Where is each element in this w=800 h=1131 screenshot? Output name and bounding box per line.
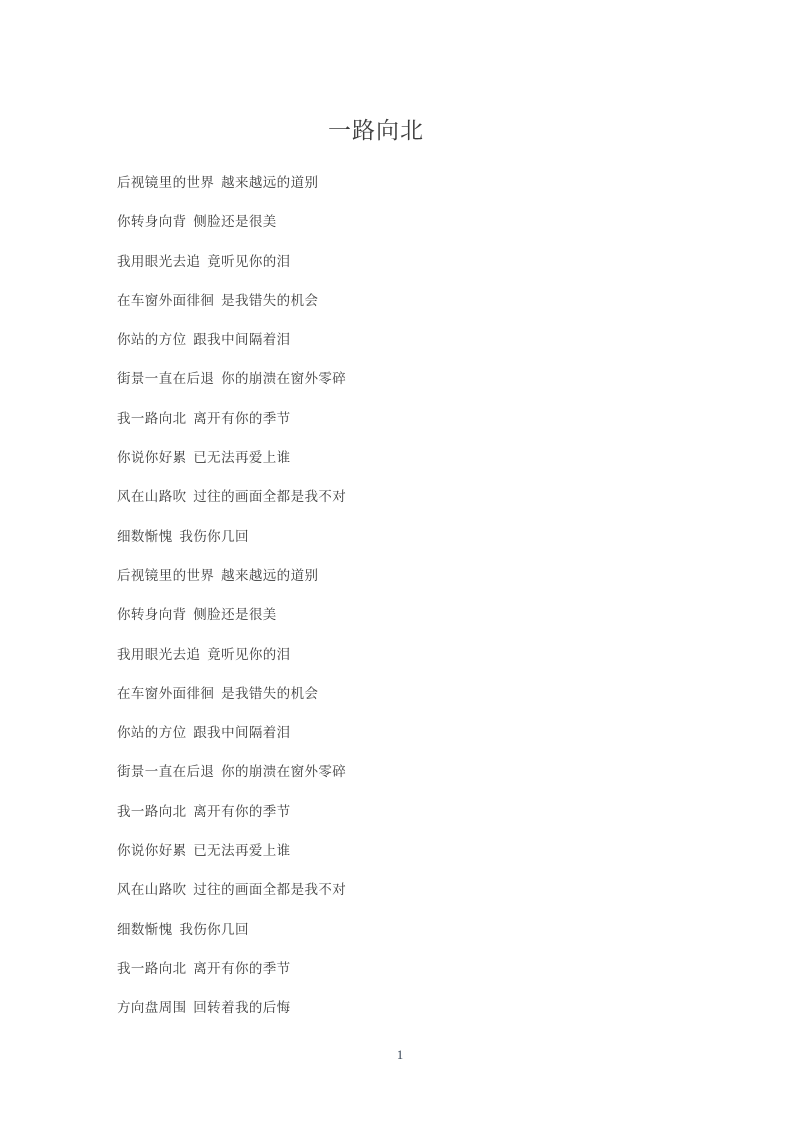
lyric-line: 在车窗外面徘徊 是我错失的机会 [117,685,319,701]
lyric-line: 细数惭愧 我伤你几回 [117,528,249,544]
lyric-line: 街景一直在后退 你的崩溃在窗外零碎 [117,371,347,387]
lyric-line: 风在山路吹 过往的画面全都是我不对 [117,489,347,505]
lyric-line: 我用眼光去追 竟听见你的泪 [117,646,291,662]
lyric-line: 你转身向背 侧脸还是很美 [117,607,277,623]
lyric-line: 后视镜里的世界 越来越远的道别 [117,567,319,583]
lyric-line: 方向盘周围 回转着我的后悔 [117,1000,291,1016]
lyric-line: 后视镜里的世界 越来越远的道别 [117,175,319,190]
lyric-line: 你说你好累 已无法再爱上谁 [117,843,291,859]
lyric-line: 我一路向北 离开有你的季节 [117,960,291,976]
lyric-line: 在车窗外面徘徊 是我错失的机会 [117,292,319,308]
lyrics-body [117,174,677,1039]
page-footer [0,1046,800,1064]
page-title: 一路向北 [328,118,424,143]
lyric-line: 街景一直在后退 你的崩溃在窗外零碎 [117,764,347,780]
lyric-line: 你说你好累 已无法再爱上谁 [117,450,291,466]
lyric-line: 你转身向背 侧脸还是很美 [117,214,277,230]
page-number: 1 [396,1048,404,1062]
lyric-line: 你站的方位 跟我中间隔着泪 [117,725,291,741]
lyric-line: 我一路向北 离开有你的季节 [117,410,291,426]
lyric-line: 风在山路吹 过往的画面全都是我不对 [117,882,347,898]
lyric-line: 我一路向北 离开有你的季节 [117,803,291,819]
lyric-line: 细数惭愧 我伤你几回 [117,921,249,937]
lyric-line: 你站的方位 跟我中间隔着泪 [117,332,291,348]
lyric-line: 我用眼光去追 竟听见你的泪 [117,253,291,269]
